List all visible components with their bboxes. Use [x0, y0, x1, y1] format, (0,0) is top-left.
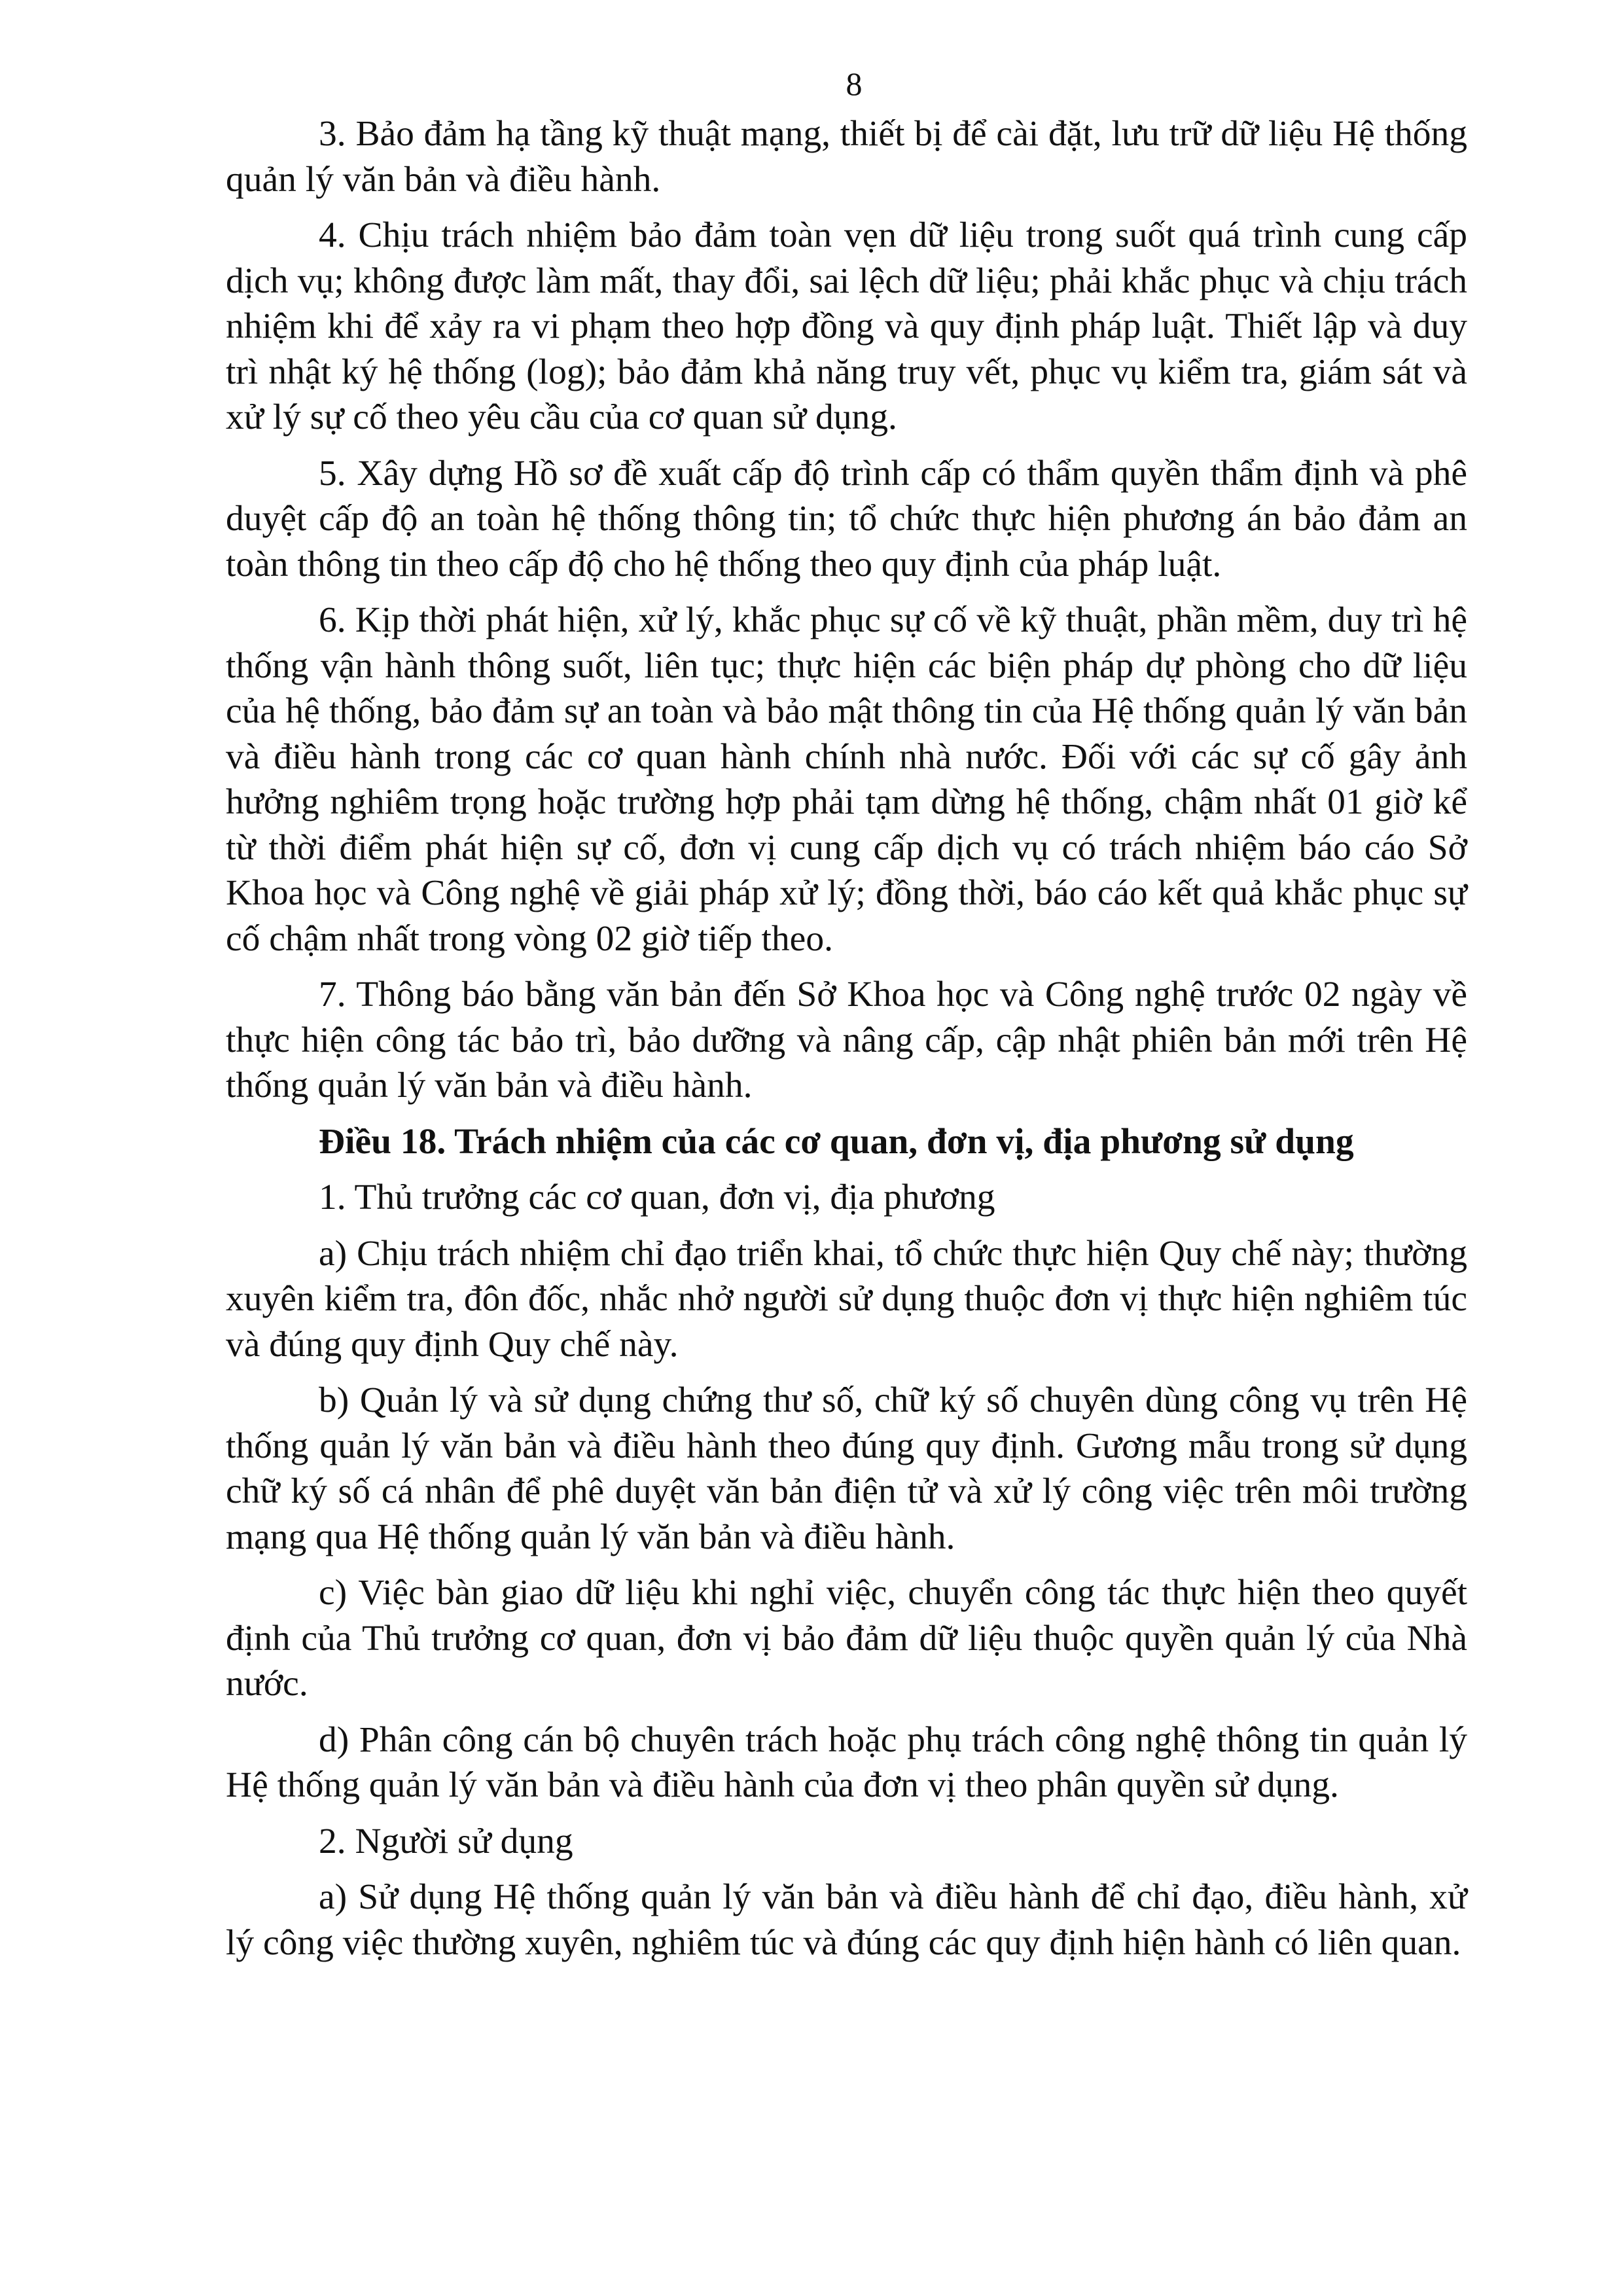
document-body — [226, 111, 1467, 1976]
section-2-title: 2. Người sử dụng — [319, 1821, 573, 1861]
article-18-heading: Điều 18. Trách nhiệm của các cơ quan, đơn vị, địa phương sử dụng — [319, 1121, 1354, 1162]
item-1a-paragraph: a) Chịu trách nhiệm chỉ đạo triển khai, tổ chức thực hiện Quy chế này; thường xuyên kiểm tra, đôn đốc, nhắc nhở người sử dụng thuộc đơn vị thực hiện nghiêm túc và đúng quy định Quy chế này. — [226, 1233, 1467, 1365]
item-1b-paragraph: b) Quản lý và sử dụng chứng thư số, chữ ký số chuyên dùng công vụ trên Hệ thống quản lý văn bản và điều hành theo đúng quy định. Gương mẫu trong sử dụng chữ ký số cá nhân để phê duyệt văn bản điện tử và xử lý công việc trên môi trường mạng qua Hệ thống quản lý văn bản và điều hành. — [226, 1380, 1467, 1557]
clause-6-paragraph: 6. Kịp thời phát hiện, xử lý, khắc phục sự cố về kỹ thuật, phần mềm, duy trì hệ thống vận hành thông suốt, liên tục; thực hiện các biện pháp dự phòng cho dữ liệu của hệ thống, bảo đảm sự an toàn và bảo mật thông tin của Hệ thống quản lý văn bản và điều hành trong các cơ quan hành chính nhà nước. Đối với các sự cố gây ảnh hưởng nghiêm trọng hoặc trường hợp phải tạm dừng hệ thống, chậm nhất 01 giờ kể từ thời điểm phát hiện sự cố, đơn vị cung cấp dịch vụ có trách nhiệm báo cáo Sở Khoa học và Công nghệ về giải pháp xử lý; đồng thời, báo cáo kết quả khắc phục sự cố chậm nhất trong vòng 02 giờ tiếp theo. — [226, 600, 1467, 959]
item-1c-paragraph: c) Việc bàn giao dữ liệu khi nghỉ việc, chuyển công tác thực hiện theo quyết định của Thủ trưởng cơ quan, đơn vị bảo đảm dữ liệu thuộc quyền quản lý của Nhà nước. — [226, 1573, 1467, 1704]
item-1d-paragraph: d) Phân công cán bộ chuyên trách hoặc phụ trách công nghệ thông tin quản lý Hệ thống quản lý văn bản và điều hành của đơn vị theo phân quyền sử dụng. — [226, 1719, 1467, 1805]
clause-3-paragraph: 3. Bảo đảm hạ tầng kỹ thuật mạng, thiết bị để cài đặt, lưu trữ dữ liệu Hệ thống quản lý văn bản và điều hành. — [226, 114, 1467, 200]
clause-4-paragraph: 4. Chịu trách nhiệm bảo đảm toàn vẹn dữ liệu trong suốt quá trình cung cấp dịch vụ; không được làm mất, thay đổi, sai lệch dữ liệu; phải khắc phục và chịu trách nhiệm khi để xảy ra vi phạm theo hợp đồng và quy định pháp luật. Thiết lập và duy trì nhật ký hệ thống (log); bảo đảm khả năng truy vết, phục vụ kiểm tra, giám sát và xử lý sự cố theo yêu cầu của cơ quan sử dụng. — [226, 215, 1467, 437]
section-1-title: 1. Thủ trưởng các cơ quan, đơn vị, địa phương — [319, 1177, 995, 1217]
clause-7-paragraph: 7. Thông báo bằng văn bản đến Sở Khoa học và Công nghệ trước 02 ngày về thực hiện công tác bảo trì, bảo dưỡng và nâng cấp, cập nhật phiên bản mới trên Hệ thống quản lý văn bản và điều hành. — [226, 975, 1467, 1105]
item-2a-paragraph: a) Sử dụng Hệ thống quản lý văn bản và điều hành để chỉ đạo, điều hành, xử lý công việc thường xuyên, nghiêm túc và đúng các quy định hiện hành có liên quan. — [226, 1877, 1467, 1963]
page-number: 8 — [846, 65, 863, 102]
clause-5-paragraph: 5. Xây dựng Hồ sơ đề xuất cấp độ trình cấp có thẩm quyền thẩm định và phê duyệt cấp độ an toàn hệ thống thông tin; tổ chức thực hiện phương án bảo đảm an toàn thông tin theo cấp độ cho hệ thống theo quy định của pháp luật. — [226, 453, 1467, 584]
